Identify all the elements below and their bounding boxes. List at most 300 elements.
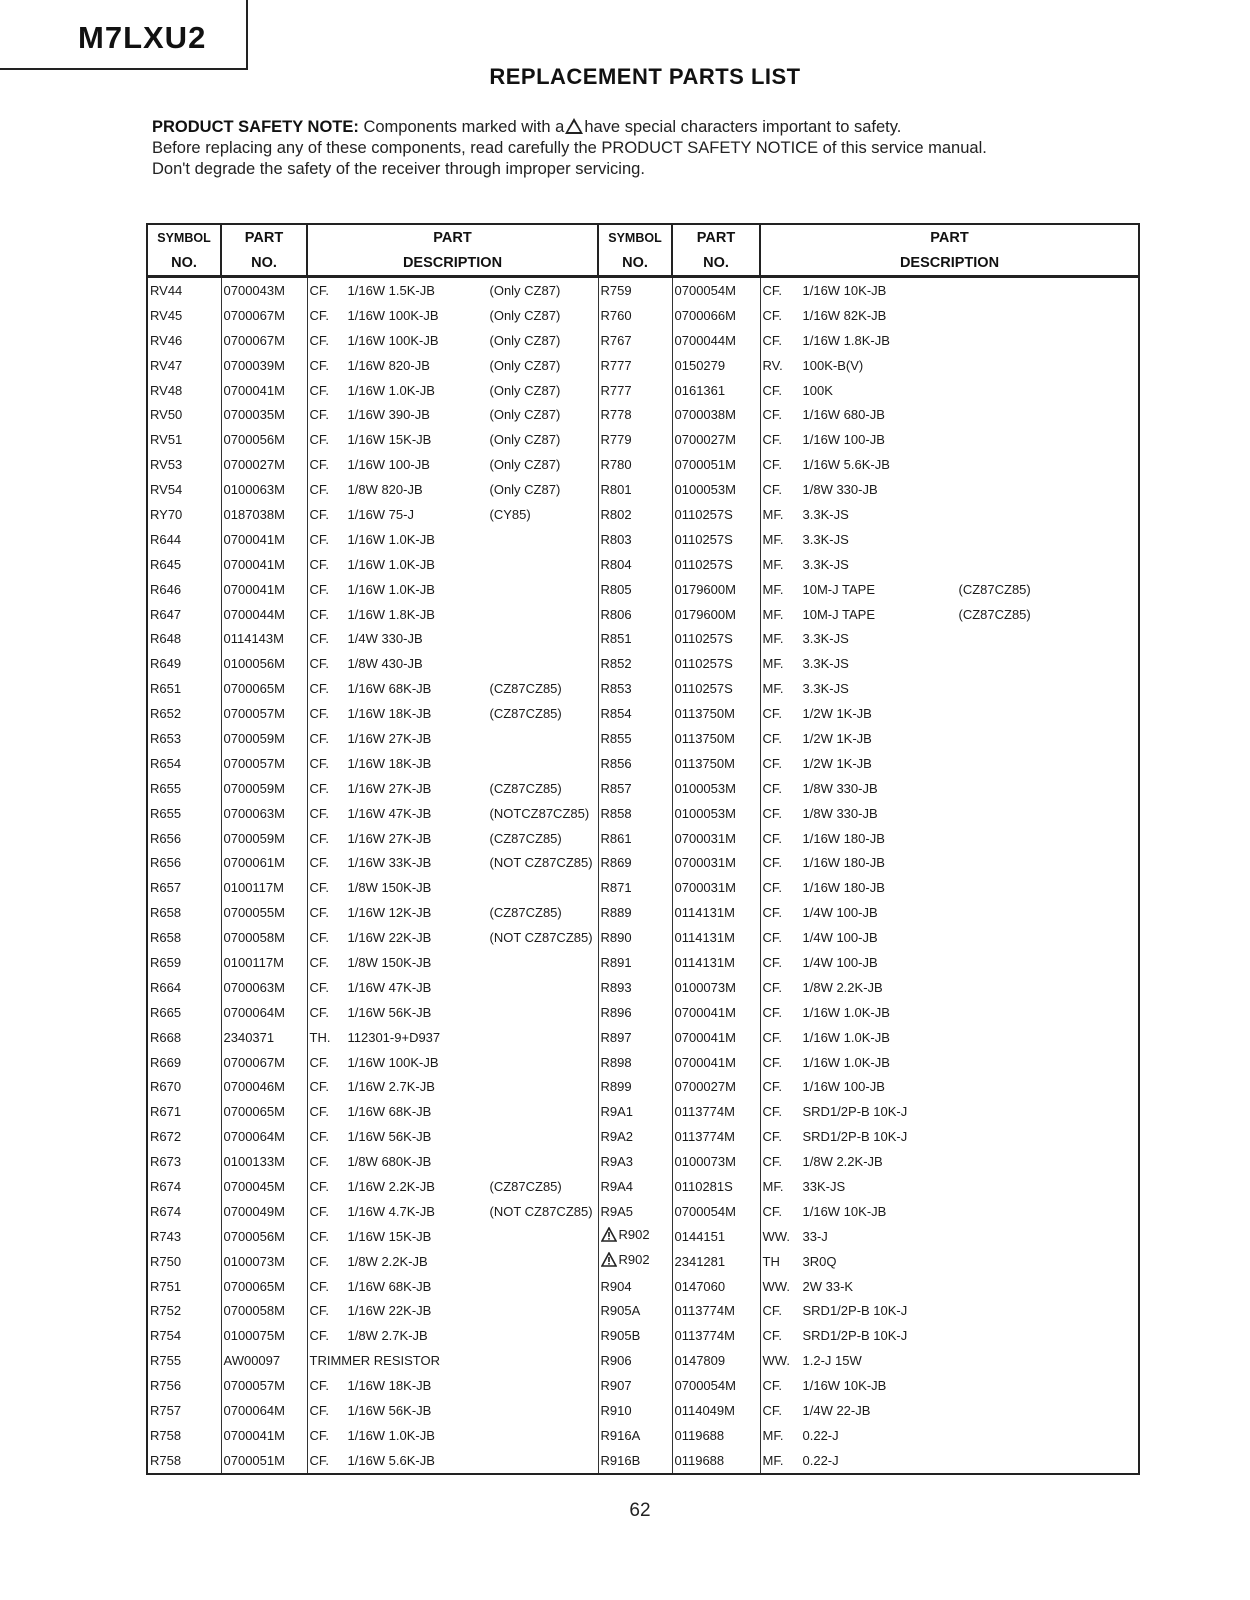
part-spec: 3R0Q [802,1253,837,1269]
part-no: 0700067M [223,1054,285,1070]
part-no-cell [221,1373,307,1398]
warning-triangle-icon [601,1227,617,1243]
description-cell-right [760,427,1139,452]
description-cell-right [760,1099,1139,1124]
symbol-cell [147,826,221,851]
table-row [147,1149,1139,1174]
part-type: MF. [762,531,784,547]
header-description-right: PART [760,224,1139,250]
part-no: 0700065M [223,1104,285,1120]
part-no: 0113774M [674,1303,735,1319]
table-row [147,1398,1139,1423]
part-spec: 1/16W 22K-JB [347,1303,432,1319]
description-cell-right [760,975,1139,1000]
part-no: 0700043M [223,282,285,298]
table-row [147,1249,1139,1274]
part-note: (Only CZ87) [489,282,561,298]
part-no-cell-right [672,527,760,552]
part-spec: 1/8W 2.7K-JB [347,1328,428,1344]
part-type: CF. [762,1029,782,1045]
model-box [0,0,248,70]
part-no: 0700041M [674,1029,736,1045]
symbol-no: R9A4 [600,1179,634,1194]
symbol-cell [147,1373,221,1398]
symbol-no: R644 [150,531,182,547]
part-no-cell-right [672,328,760,353]
part-no: 0161361 [674,382,726,398]
part-spec: SRD1/2P-B 10K-J [802,1303,908,1319]
part-no-cell-right [672,378,760,403]
part-no-cell-right [672,925,760,950]
symbol-cell-right [598,1299,672,1324]
symbol-cell [147,502,221,527]
part-spec: 1/8W 150K-JB [347,954,432,970]
part-no-cell-right [672,477,760,502]
symbol-cell [147,1323,221,1348]
part-note: (CZ87CZ85) [489,706,562,722]
part-no-cell-right [672,875,760,900]
part-no-cell-right [672,1448,760,1474]
description-cell [307,1000,598,1025]
part-no-cell-right [672,701,760,726]
description-cell-right [760,577,1139,602]
part-no: 0100053M [674,780,736,796]
part-no-cell-right [672,751,760,776]
part-no: 0113750M [674,755,735,771]
part-no-cell-right [672,826,760,851]
part-no: 2340371 [223,1029,275,1045]
part-no: 0700041M [223,531,285,547]
part-note: (CZ87CZ85) [489,780,562,796]
part-type: CF. [309,282,329,298]
part-type: CF. [309,954,329,970]
part-note: (CZ87CZ85) [958,581,1031,597]
part-no-cell [221,676,307,701]
description-cell [307,826,598,851]
description-cell [307,1249,598,1274]
part-type: CF. [309,1154,329,1170]
part-no: 0700056M [223,432,285,448]
part-spec: 1/16W 47K-JB [347,979,432,995]
part-no-cell-right [672,1348,760,1373]
part-no-cell-right [672,402,760,427]
part-note: (NOTCZ87CZ85) [489,805,590,821]
safety-note [152,117,1152,180]
table-row [147,1124,1139,1149]
description-cell-right [760,502,1139,527]
part-no: 0700041M [223,581,285,597]
table-row [147,701,1139,726]
table-row [147,1448,1139,1474]
part-type: CF. [309,1129,329,1145]
page-title: REPLACEMENT PARTS LIST [489,64,801,89]
part-no: 0700058M [223,1303,285,1319]
part-no: 0700054M [674,282,736,298]
part-no-cell-right [672,950,760,975]
part-no-cell [221,1448,307,1474]
part-spec: 1/16W 390-JB [347,407,430,423]
part-no-cell-right [672,452,760,477]
part-no: 0700066M [674,307,736,323]
symbol-no: R665 [150,1004,182,1020]
part-type: MF. [762,681,784,697]
part-spec: 33K-JS [802,1179,846,1194]
part-no: 0700051M [223,1452,285,1468]
symbol-no: R9A3 [600,1154,634,1170]
part-spec: 0.22-J [802,1427,839,1443]
part-spec: 1/16W 10K-JB [802,1203,887,1219]
part-type: MF. [762,1179,784,1194]
symbol-cell [147,1000,221,1025]
part-spec: 1/16W 1.0K-JB [347,1427,435,1443]
symbol-cell [147,527,221,552]
symbol-cell-right [598,303,672,328]
symbol-cell-right [598,1373,672,1398]
symbol-no: RV51 [150,432,183,448]
symbol-no: RV45 [150,307,183,323]
part-spec: 1/16W 5.6K-JB [347,1452,435,1468]
part-no-cell-right [672,850,760,875]
part-no: 0110281S [674,1179,733,1194]
symbol-no: R658 [150,905,182,921]
description-cell [307,378,598,403]
part-type: CF. [309,606,329,622]
description-cell [307,527,598,552]
safety-note-line-3: Don't degrade the safety of the receiver through improper servicing. [152,160,645,178]
symbol-no: R898 [600,1054,632,1070]
part-spec: 1/16W 680-JB [802,407,885,423]
description-cell [307,950,598,975]
symbol-no: R9A2 [600,1129,634,1145]
table-row [147,1025,1139,1050]
part-no-cell [221,850,307,875]
description-cell [307,875,598,900]
part-no: 0700035M [223,407,285,423]
description-cell [307,776,598,801]
part-type: CF. [309,307,329,323]
symbol-no: R655 [150,780,182,796]
description-cell-right [760,378,1139,403]
description-cell [307,1398,598,1423]
part-no-cell [221,726,307,751]
symbol-no: R855 [600,730,632,746]
part-no: 0700064M [223,1403,285,1419]
part-no-cell [221,1199,307,1224]
symbol-cell-right [598,1423,672,1448]
symbol-cell-right [598,1224,672,1249]
part-spec: 1/16W 1.0K-JB [347,531,435,547]
part-type: CF. [309,556,329,572]
part-type: CF. [762,954,782,970]
symbol-cell-right [598,801,672,826]
part-no-cell-right [672,1199,760,1224]
symbol-cell [147,552,221,577]
table-row [147,925,1139,950]
part-type: CF. [762,1079,782,1095]
part-spec: 1/16W 1.5K-JB [347,282,435,298]
table-row [147,1000,1139,1025]
part-no: 0700067M [223,332,285,348]
symbol-cell-right [598,277,672,303]
part-no-cell [221,1224,307,1249]
symbol-cell [147,402,221,427]
part-spec: 1/16W 47K-JB [347,805,432,821]
part-spec: 112301-9+D937 [347,1029,441,1045]
table-row [147,1174,1139,1199]
part-type: CF. [309,1403,329,1419]
description-cell-right [760,1174,1139,1199]
symbol-no: R890 [600,930,632,946]
part-spec: 1/8W 2.2K-JB [347,1253,428,1269]
symbol-no: R652 [150,706,182,722]
part-no-cell [221,502,307,527]
table-row [147,527,1139,552]
symbol-cell [147,277,221,303]
symbol-cell-right [598,850,672,875]
symbol-no: R906 [600,1353,632,1369]
symbol-no: R896 [600,1004,632,1020]
parts-body [147,277,1139,1474]
description-cell [307,1373,598,1398]
symbol-cell [147,1274,221,1299]
part-no-cell-right [672,427,760,452]
description-cell [307,1199,598,1224]
part-note: (Only CZ87) [489,307,561,323]
part-type: CF. [762,407,782,423]
part-no-cell [221,1025,307,1050]
table-row [147,726,1139,751]
part-type: CF. [309,1179,329,1194]
part-no-cell-right [672,502,760,527]
part-no-cell [221,1000,307,1025]
symbol-cell-right [598,1124,672,1149]
part-no: 0700031M [674,830,736,846]
part-no: 0113750M [674,730,735,746]
part-spec: 1/8W 330-JB [802,805,878,821]
part-type: CF. [762,780,782,796]
symbol-cell [147,1299,221,1324]
part-type: CF. [309,1004,329,1020]
symbol-no: R904 [600,1278,632,1294]
part-type: CF. [762,1154,782,1170]
part-spec: 1/16W 180-JB [802,880,885,896]
part-no-cell [221,826,307,851]
part-no-cell [221,1323,307,1348]
symbol-no: R9A1 [600,1104,634,1120]
part-spec: 1/4W 330-JB [347,631,423,647]
table-row [147,378,1139,403]
part-no-cell [221,875,307,900]
description-cell-right [760,626,1139,651]
part-type: CF. [762,457,782,473]
part-type: CF. [309,1303,329,1319]
part-no: 0110257S [674,556,733,572]
warning-triangle-icon [565,118,583,134]
symbol-no: R653 [150,730,182,746]
symbol-no: R655 [150,805,182,821]
part-no-cell-right [672,1174,760,1199]
part-spec: 33-J [802,1228,828,1244]
header-symbol-right: SYMBOL [598,224,672,250]
part-type: CF. [309,1328,329,1344]
description-cell-right [760,328,1139,353]
symbol-cell [147,328,221,353]
part-spec: 1/16W 10K-JB [802,282,887,298]
part-no-cell [221,452,307,477]
symbol-cell [147,1398,221,1423]
symbol-no: R758 [150,1427,182,1443]
part-spec: 1/16W 4.7K-JB [347,1203,435,1219]
part-note: (NOT CZ87CZ85) [489,855,593,871]
symbol-cell-right [598,328,672,353]
symbol-cell [147,1199,221,1224]
description-cell [307,801,598,826]
table-row [147,776,1139,801]
symbol-cell [147,801,221,826]
symbol-cell-right [598,1448,672,1474]
symbol-no: R902 [618,1227,650,1243]
part-type: CF. [762,880,782,896]
symbol-cell-right [598,925,672,950]
part-spec: 1/16W 1.8K-JB [802,332,890,348]
part-no: 0114131M [674,905,735,921]
part-no: 0700057M [223,706,285,722]
part-spec: 1/16W 1.0K-JB [802,1029,890,1045]
model-label: M7LXU2 [78,20,207,55]
symbol-no: R852 [600,656,632,672]
symbol-cell [147,1174,221,1199]
part-type: CF. [309,755,329,771]
description-cell [307,1099,598,1124]
part-no: 0100053M [674,805,736,821]
symbol-cell [147,477,221,502]
description-cell [307,577,598,602]
part-spec: 1/8W 150K-JB [347,880,432,896]
symbol-cell-right [598,1050,672,1075]
part-spec: 1/16W 180-JB [802,855,885,871]
safety-note-line-2: Before replacing any of these components, read carefully the PRODUCT SAFETY NOTICE of this service manual. [152,139,987,157]
part-no-cell [221,427,307,452]
part-no: 0700044M [674,332,736,348]
part-type: CF. [309,681,329,697]
part-no: 0700057M [223,755,285,771]
symbol-no: RV44 [150,282,183,298]
description-cell [307,427,598,452]
symbol-cell-right [598,1000,672,1025]
part-no: 0700057M [223,1378,285,1394]
part-spec: 1/16W 1.0K-JB [347,556,435,572]
description-cell-right [760,1124,1139,1149]
part-spec: 1/16W 1.0K-JB [802,1004,890,1020]
part-no-cell-right [672,1373,760,1398]
symbol-cell-right [598,1323,672,1348]
part-spec: 1/16W 1.8K-JB [347,606,435,622]
part-no: 0700041M [223,1427,285,1443]
part-spec: 1/16W 100K-JB [347,1054,439,1070]
part-spec: 3.3K-JS [802,631,849,647]
part-spec: 1/16W 100K-JB [347,307,439,323]
table-row [147,502,1139,527]
part-type: CF. [762,730,782,746]
header-row-2 [147,250,1139,277]
part-no: 0119688 [674,1427,725,1443]
table-row [147,1299,1139,1324]
part-type: CF. [309,780,329,796]
part-no-cell-right [672,602,760,627]
symbol-no: R907 [600,1378,632,1394]
safety-note-text-1b: have special characters important to safety. [584,118,902,136]
part-no-cell [221,552,307,577]
part-no-cell [221,1348,307,1373]
part-note: (CZ87CZ85) [489,905,562,921]
description-cell-right [760,776,1139,801]
part-spec: 1/8W 2.2K-JB [802,979,883,995]
symbol-cell [147,602,221,627]
symbol-cell-right [598,1398,672,1423]
symbol-no: R668 [150,1029,182,1045]
part-no-cell [221,1249,307,1274]
part-spec: 3.3K-JS [802,556,849,572]
part-type: MF. [762,1452,784,1468]
part-note: (NOT CZ87CZ85) [489,1203,593,1219]
part-no: 0110257S [674,656,733,672]
symbol-no: RV48 [150,382,183,398]
symbol-no: R803 [600,531,632,547]
symbol-no: R656 [150,855,182,871]
symbol-no: R670 [150,1079,182,1095]
part-no-cell [221,527,307,552]
description-cell-right [760,726,1139,751]
description-cell-right [760,1299,1139,1324]
symbol-cell-right [598,1274,672,1299]
part-no-cell [221,1274,307,1299]
part-no-cell [221,1299,307,1324]
part-no: 0700067M [223,307,285,323]
symbol-cell-right [598,1348,672,1373]
symbol-cell [147,1448,221,1474]
part-spec: 2W 33-K [802,1278,854,1294]
symbol-cell-right [598,427,672,452]
part-type: CF. [762,1054,782,1070]
part-type: CF. [762,1203,782,1219]
header-row-1 [147,224,1139,250]
part-no: 0700059M [223,730,285,746]
part-no-cell [221,1075,307,1100]
symbol-cell [147,378,221,403]
table-row [147,552,1139,577]
symbol-no: R910 [600,1403,632,1419]
symbol-no: R752 [150,1303,182,1319]
part-type: CF. [762,755,782,771]
part-spec: 100K [802,382,833,398]
part-type: CF. [762,905,782,921]
part-no: 0100133M [223,1154,285,1170]
part-no-cell [221,577,307,602]
part-note: (NOT CZ87CZ85) [489,930,593,946]
symbol-no: R674 [150,1203,182,1219]
description-cell-right [760,602,1139,627]
part-no-cell-right [672,353,760,378]
part-no-cell-right [672,1224,760,1249]
part-type: CF. [762,930,782,946]
part-no-cell [221,303,307,328]
part-spec: 3.3K-JS [802,506,849,522]
symbol-no: R658 [150,930,182,946]
symbol-no: R777 [600,357,632,373]
description-cell-right [760,1025,1139,1050]
part-no: 0100117M [223,954,284,970]
part-spec: 1/16W 820-JB [347,357,430,373]
